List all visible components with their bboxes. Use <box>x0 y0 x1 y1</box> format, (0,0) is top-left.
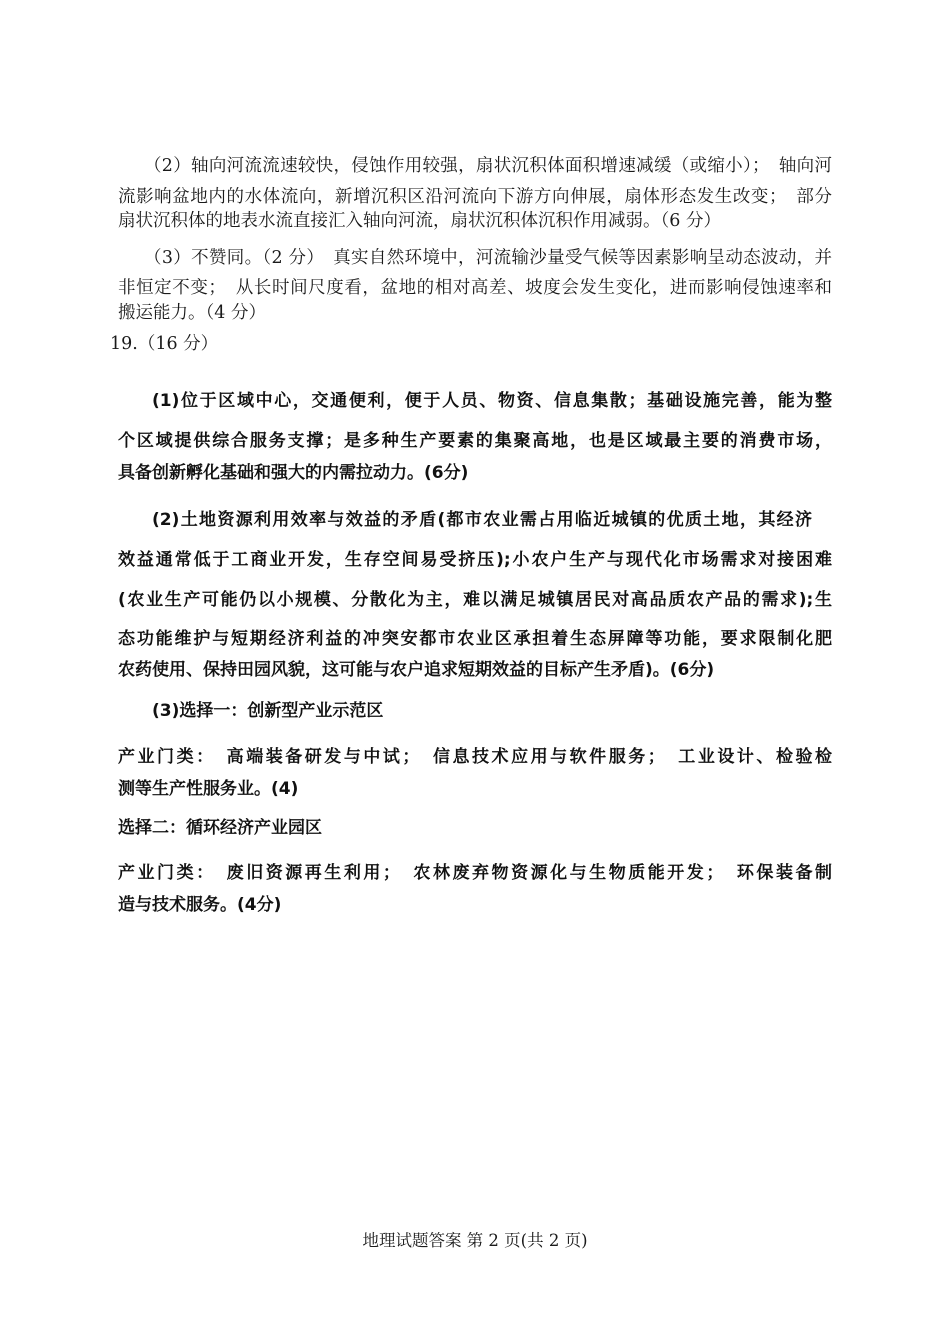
q18-part2-line-1: （2）轴向河流流速较快，侵蚀作用较强，扇状沉积体面积增速减缓（或缩小）； 轴向河 <box>144 156 832 176</box>
q18-part3 <box>118 244 832 269</box>
q19-part2-line-3: (农业生产可能仍以小规模、分散化为主，难以满足城镇居民对高品质农产品的需求);生 <box>118 590 832 610</box>
q18-part3-line-1: （3）不赞同。（2 分） 真实自然环境中，河流输沙量受气候等因素影响呈动态波动，并 <box>144 248 832 268</box>
q19-part2-cont-1 <box>118 545 832 570</box>
q19-part2 <box>118 505 832 530</box>
q19-part1 <box>118 386 832 411</box>
q19-part2-line-2: 效益通常低于工商业开发，生存空间易受挤压);小农户生产与现代化市场需求对接困难 <box>118 550 832 570</box>
q19-part1-line-3: 具备创新孵化基础和强大的内需拉动力。(6分) <box>118 463 469 483</box>
q18-part2-line-3: 扇状沉积体的地表水流直接汇入轴向河流，扇状沉积体沉积作用减弱。（6 分） <box>118 211 721 231</box>
q18-part2 <box>118 152 832 177</box>
q18-part3-cont <box>118 274 832 299</box>
q19-part3-intro: (3)选择一：创新型产业示范区 <box>152 701 384 721</box>
page-footer: 地理试题答案 第 2 页(共 2 页) <box>362 1231 588 1250</box>
q18-part3-line-2: 非恒定不变； 从长时间尺度看，盆地的相对高差、坡度会发生变化，进而影响侵蚀速率和 <box>118 278 832 298</box>
q19-part2-cont-2 <box>118 585 832 610</box>
q19-part1-line-1: (1)位于区域中心，交通便利，便于人员、物资、信息集散；基础设施完善，能为整 <box>152 391 832 411</box>
q19-part2-cont-3 <box>118 624 832 649</box>
q19-option2-line-1: 产业门类： 废旧资源再生利用； 农林废弃物资源化与生物质能开发； 环保装备制 <box>118 863 832 883</box>
q18-part2-cont <box>118 183 832 208</box>
q19-part2-line-4: 态功能维护与短期经济利益的冲突安都市农业区承担着生态屏障等功能，要求限制化肥 <box>118 629 832 649</box>
q19-option2-line-2: 造与技术服务。(4分) <box>118 895 282 915</box>
q19-part1-cont <box>118 426 832 451</box>
q19-part2-line-1: (2)土地资源利用效率与效益的矛盾(都市农业需占用临近城镇的优质土地，其经济 <box>152 510 812 530</box>
q19-heading: 19.（16 分） <box>110 334 219 354</box>
q18-part3-line-3: 搬运能力。（4 分） <box>118 303 266 323</box>
q19-part1-line-2: 个区域提供综合服务支撑；是多种生产要素的集聚高地，也是区域最主要的消费市场， <box>118 431 832 451</box>
q19-option2-title: 选择二：循环经济产业园区 <box>118 818 322 838</box>
q19-option1 <box>118 742 832 767</box>
q19-option1-line-1: 产业门类： 高端装备研发与中试； 信息技术应用与软件服务； 工业设计、检验检 <box>118 747 832 767</box>
q18-part2-line-2: 流影响盆地内的水体流向，新增沉积区沿河流向下游方向伸展，扇体形态发生改变； 部分 <box>118 187 832 207</box>
q19-option1-line-2: 测等生产性服务业。(4) <box>118 779 299 799</box>
q19-option2 <box>118 858 832 883</box>
q19-part2-line-5: 农药使用、保持田园风貌，这可能与农户追求短期效益的目标产生矛盾)。(6分) <box>118 660 715 680</box>
